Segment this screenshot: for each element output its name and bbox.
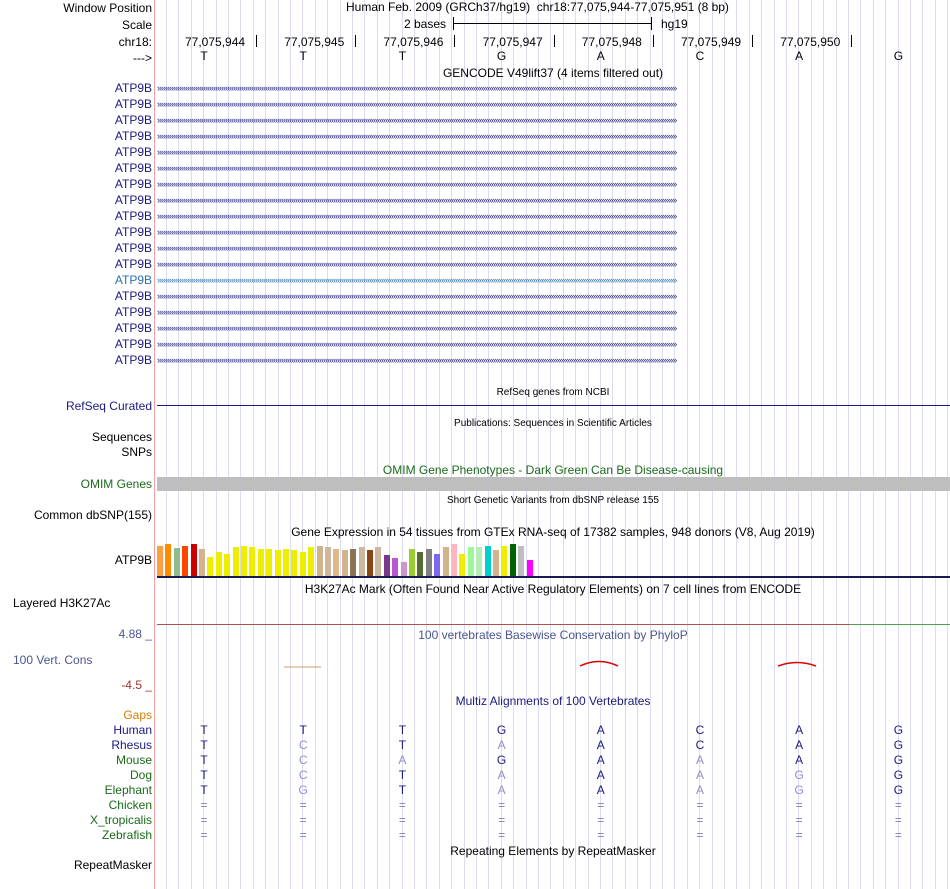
aligned-base: A: [695, 783, 704, 797]
scale-bar-left-cap: [453, 17, 454, 30]
gtex-tissue-bar[interactable]: [459, 554, 465, 576]
assembly-text: [346, 0, 729, 14]
publications-title: Publications: Sequences in Scientific Articles: [454, 418, 652, 429]
aligned-base: A: [596, 753, 605, 767]
aligned-base: A: [497, 738, 506, 752]
gene-label[interactable]: ATP9B: [114, 129, 152, 143]
gene-label[interactable]: ATP9B: [114, 353, 152, 367]
sequence-base: T: [398, 49, 407, 63]
aligned-base: =: [597, 813, 605, 827]
gtex-tissue-bar[interactable]: [443, 547, 449, 576]
chrom-label: chr18:: [118, 35, 152, 49]
aligned-base: T: [398, 723, 407, 737]
gene-transcript[interactable]: ››››››››››››››››››››››››››››››››››››››››››››››››››››››››››››››››››››››››››››››››››››››››››››››››››››››››››››››››››››››››››››››››››››››››››››››››››››››››››››››››››››››››››››››››››››››››››››››››››››››››››››››››››››››››››››››››››››››››››››››››››››››››››››››››››››: [157, 244, 677, 253]
gtex-tissue-bar[interactable]: [224, 554, 230, 576]
gtex-tissue-bar[interactable]: [375, 547, 381, 576]
ruler-position: 77,075,947: [482, 35, 543, 49]
gene-transcript[interactable]: ››››››››››››››››››››››››››››››››››››››››››››››››››››››››››››››››››››››››››››››››››››››››››››››››››››››››››››››››››››››››››››››››››››››››››››››››››››››››››››››››››››››››››››››››››››››››››››››››››››››››››››››››››››››››››››››››››››››››››››››››››››››››››››››››››››: [157, 196, 677, 205]
aligned-base: C: [298, 753, 308, 767]
gtex-tissue-bar[interactable]: [333, 549, 339, 576]
gene-label[interactable]: ATP9B: [114, 225, 152, 239]
sequence-base: C: [695, 49, 705, 63]
gtex-tissue-bar[interactable]: [182, 546, 188, 576]
phylop-min-label: -4.5 _: [121, 678, 152, 692]
gene-label[interactable]: ATP9B: [114, 193, 152, 207]
aligned-base: A: [795, 753, 804, 767]
ruler-tick: [851, 35, 852, 47]
gtex-gene-line: [157, 576, 950, 578]
gene-transcript[interactable]: ››››››››››››››››››››››››››››››››››››››››››››››››››››››››››››››››››››››››››››››››››››››››››››››››››››››››››››››››››››››››››››››››››››››››››››››››››››››››››››››››››››››››››››››››››››››››››››››››››››››››››››››››››››››››››››››››››››››››››››››››››››››››››››››››››››: [157, 116, 677, 125]
aligned-base: =: [498, 813, 506, 827]
gene-transcript[interactable]: ››››››››››››››››››››››››››››››››››››››››››››››››››››››››››››››››››››››››››››››››››››››››››››››››››››››››››››››››››››››››››››››››››››››››››››››››››››››››››››››››››››››››››››››››››››››››››››››››››››››››››››››››››››››››››››››››››››››››››››››››››››››››››››››››››››: [157, 340, 677, 349]
gene-transcript[interactable]: ››››››››››››››››››››››››››››››››››››››››››››››››››››››››››››››››››››››››››››››››››››››››››››››››››››››››››››››››››››››››››››››››››››››››››››››››››››››››››››››››››››››››››››››››››››››››››››››››››››››››››››››››››››››››››››››››››››››››››››››››››››››››››››››››››››: [157, 100, 677, 109]
species-label[interactable]: Dog: [129, 768, 152, 782]
gtex-tissue-bar[interactable]: [510, 544, 516, 576]
gene-label[interactable]: ATP9B: [114, 161, 152, 175]
aligned-base: =: [398, 828, 406, 842]
species-label[interactable]: Mouse: [115, 753, 152, 767]
refseq-gene-line[interactable]: [157, 405, 950, 406]
ruler-position: 77,075,950: [780, 35, 841, 49]
gtex-tissue-bar[interactable]: [426, 549, 432, 576]
aligned-base: =: [795, 828, 803, 842]
aligned-base: T: [398, 738, 407, 752]
aligned-base: =: [498, 798, 506, 812]
gencode-title: GENCODE V49lift37 (4 items filtered out): [442, 66, 664, 80]
gaps-label: Gaps: [123, 708, 152, 722]
aligned-base: =: [696, 813, 704, 827]
gtex-tissue-bar[interactable]: [417, 552, 423, 576]
aligned-base: T: [200, 768, 208, 782]
aligned-base: T: [398, 783, 407, 797]
gene-transcript[interactable]: ››››››››››››››››››››››››››››››››››››››››››››››››››››››››››››››››››››››››››››››››››››››››››››››››››››››››››››››››››››››››››››››››››››››››››››››››››››››››››››››››››››››››››››››››››››››››››››››››››››››››››››››››››››››››››››››››››››››››››››››››››››››››››››››››››››: [157, 276, 677, 285]
gtex-tissue-bar[interactable]: [283, 549, 289, 576]
ruler-tick: [256, 35, 257, 47]
gene-transcript[interactable]: ››››››››››››››››››››››››››››››››››››››››››››››››››››››››››››››››››››››››››››››››››››››››››››››››››››››››››››››››››››››››››››››››››››››››››››››››››››››››››››››››››››››››››››››››››››››››››››››››››››››››››››››››››››››››››››››››››››››››››››››››››››››››››››››››››››: [157, 324, 677, 333]
sequence-base: G: [893, 49, 904, 63]
gtex-tissue-bar[interactable]: [350, 549, 356, 576]
snps-label[interactable]: SNPs: [121, 445, 152, 459]
gene-label[interactable]: ATP9B: [114, 241, 152, 255]
aligned-base: A: [398, 753, 407, 767]
aligned-base: G: [794, 783, 804, 797]
gene-transcript[interactable]: ››››››››››››››››››››››››››››››››››››››››››››››››››››››››››››››››››››››››››››››››››››››››››››››››››››››››››››››››››››››››››››››››››››››››››››››››››››››››››››››››››››››››››››››››››››››››››››››››››››››››››››››››››››››››››››››››››››››››››››››››››››››››››››››››››››: [157, 260, 677, 269]
gtex-tissue-bar[interactable]: [434, 554, 440, 576]
species-label[interactable]: Rhesus: [111, 738, 152, 752]
species-label[interactable]: X_tropicalis: [89, 813, 152, 827]
gtex-tissue-bar[interactable]: [451, 544, 457, 576]
gtex-label[interactable]: ATP9B: [114, 553, 152, 567]
gene-label[interactable]: ATP9B: [114, 113, 152, 127]
species-label[interactable]: Human: [113, 723, 152, 737]
gene-label[interactable]: ATP9B: [114, 177, 152, 191]
position-text: chr18:77,075,944-77,075,951 (8 bp): [536, 0, 729, 14]
aligned-base: =: [200, 798, 208, 812]
scale-text: 2 bases: [404, 17, 447, 31]
aligned-base: A: [596, 738, 605, 752]
aligned-base: A: [596, 723, 605, 737]
aligned-base: =: [200, 828, 208, 842]
gene-label[interactable]: ATP9B: [114, 209, 152, 223]
ruler-tick: [653, 35, 654, 47]
gtex-tissue-bar[interactable]: [216, 552, 222, 576]
aligned-base: =: [498, 828, 506, 842]
track-label-column[interactable]: [0, 0, 155, 889]
aligned-base: =: [299, 828, 307, 842]
ruler-tick: [554, 35, 555, 47]
aligned-base: G: [893, 783, 904, 797]
track-data-area[interactable]: [156, 0, 950, 889]
aligned-base: =: [795, 798, 803, 812]
gtex-tissue-bar[interactable]: [233, 547, 239, 576]
gtex-tissue-bar[interactable]: [485, 546, 491, 576]
gtex-tissue-bar[interactable]: [384, 555, 390, 576]
gtex-tissue-bar[interactable]: [518, 546, 524, 576]
scale-bar: [453, 23, 651, 24]
aligned-base: A: [596, 768, 605, 782]
species-label[interactable]: Chicken: [108, 798, 152, 812]
species-label[interactable]: Elephant: [104, 783, 152, 797]
scale-bar-right-cap: [651, 17, 652, 30]
gtex-tissue-bar[interactable]: [392, 558, 398, 576]
aligned-base: =: [398, 798, 406, 812]
gtex-tissue-bar[interactable]: [308, 547, 314, 576]
aligned-base: A: [795, 738, 804, 752]
refseq-title: RefSeq genes from NCBI: [496, 387, 610, 398]
assembly-name: Human Feb. 2009 (GRCh37/hg19): [346, 0, 531, 14]
sequence-base: A: [596, 49, 605, 63]
gtex-tissue-bar[interactable]: [275, 550, 281, 576]
aligned-base: =: [299, 813, 307, 827]
sequences-label[interactable]: Sequences: [91, 430, 152, 444]
aligned-base: T: [398, 768, 407, 782]
phylop-max-label: 4.88 _: [118, 627, 152, 641]
gtex-tissue-bar[interactable]: [165, 544, 171, 576]
aligned-base: =: [597, 798, 605, 812]
gtex-tissue-bar[interactable]: [476, 547, 482, 576]
gene-label[interactable]: ATP9B: [114, 273, 152, 287]
aligned-base: =: [894, 798, 902, 812]
gtex-tissue-bar[interactable]: [199, 549, 205, 576]
ruler-tick: [355, 35, 356, 47]
h3k27ac-signal: [157, 624, 850, 625]
gtex-tissue-bar[interactable]: [157, 546, 163, 576]
repeatmasker-label[interactable]: RepeatMasker: [73, 858, 152, 872]
aligned-base: G: [496, 753, 507, 767]
gtex-tissue-bar[interactable]: [300, 552, 306, 576]
omim-title: OMIM Gene Phenotypes - Dark Green Can Be Disease-causing: [382, 463, 724, 477]
gene-label[interactable]: ATP9B: [114, 145, 152, 159]
gtex-tissue-bar[interactable]: [317, 546, 323, 576]
aligned-base: T: [200, 738, 208, 752]
gtex-tissue-bar[interactable]: [249, 547, 255, 576]
aligned-base: =: [597, 828, 605, 842]
omim-label[interactable]: OMIM Genes: [80, 477, 152, 491]
sequence-base: T: [200, 49, 208, 63]
gtex-tissue-bar[interactable]: [207, 557, 213, 576]
repeatmasker-title: Repeating Elements by RepeatMasker: [450, 844, 656, 858]
aligned-base: G: [893, 753, 904, 767]
dbsnp-label[interactable]: Common dbSNP(155): [33, 508, 152, 522]
gtex-tissue-bar[interactable]: [527, 560, 533, 576]
aligned-base: G: [893, 738, 904, 752]
scale-label: Scale: [121, 18, 152, 32]
aligned-base: =: [894, 813, 902, 827]
gtex-title: Gene Expression in 54 tissues from GTEx RNA-seq of 17382 samples, 948 donors (V8, Aug 2019): [291, 525, 815, 539]
gtex-tissue-bar[interactable]: [191, 544, 197, 576]
window-position-label: Window Position: [63, 1, 152, 15]
aligned-base: C: [695, 723, 705, 737]
gtex-tissue-bar[interactable]: [493, 550, 499, 576]
gtex-tissue-bar[interactable]: [291, 550, 297, 576]
gene-label[interactable]: ATP9B: [114, 81, 152, 95]
ruler-position: 77,075,949: [681, 35, 742, 49]
gtex-tissue-bar[interactable]: [342, 550, 348, 576]
gene-label[interactable]: ATP9B: [114, 321, 152, 335]
phylop-graph[interactable]: [156, 655, 950, 675]
gene-transcript[interactable]: ››››››››››››››››››››››››››››››››››››››››››››››››››››››››››››››››››››››››››››››››››››››››››››››››››››››››››››››››››››››››››››››››››››››››››››››››››››››››››››››››››››››››››››››››››››››››››››››››››››››››››››››››››››››››››››››››››››››››››››››››››››››››››››››››››››: [157, 132, 677, 141]
phylop-label[interactable]: 100 Vert. Cons: [13, 653, 93, 667]
gene-label[interactable]: ATP9B: [114, 97, 152, 111]
gene-transcript[interactable]: ››››››››››››››››››››››››››››››››››››››››››››››››››››››››››››››››››››››››››››››››››››››››››››››››››››››››››››››››››››››››››››››››››››››››››››››››››››››››››››››››››››››››››››››››››››››››››››››››››››››››››››››››››››››››››››››››››››››››››››››››››››››››››››››››››››: [157, 212, 677, 221]
aligned-base: G: [893, 723, 904, 737]
h3k27ac-signal-2: [850, 624, 950, 625]
species-label[interactable]: Zebrafish: [101, 828, 152, 842]
gene-transcript[interactable]: ››››››››››››››››››››››››››››››››››››››››››››››››››››››››››››››››››››››››››››››››››››››››››››››››››››››››››››››››››››››››››››››››››››››››››››››››››››››››››››››››››››››››››››››››››››››››››››››››››››››››››››››››››››››››››››››››››››››››››››››››››››››››››››››››››››: [157, 180, 677, 189]
aligned-base: A: [795, 723, 804, 737]
gtex-tissue-bar[interactable]: [325, 547, 331, 576]
gtex-tissue-bar[interactable]: [409, 549, 415, 576]
aligned-base: G: [794, 768, 804, 782]
aligned-base: G: [496, 723, 507, 737]
aligned-base: C: [298, 768, 308, 782]
aligned-base: A: [695, 768, 704, 782]
aligned-base: =: [398, 813, 406, 827]
gene-transcript[interactable]: ››››››››››››››››››››››››››››››››››››››››››››››››››››››››››››››››››››››››››››››››››››››››››››››››››››››››››››››››››››››››››››››››››››››››››››››››››››››››››››››››››››››››››››››››››››››››››››››››››››››››››››››››››››››››››››››››››››››››››››››››››››››››››››››››››››: [157, 308, 677, 317]
gtex-tissue-bar[interactable]: [401, 562, 407, 576]
ruler-tick: [752, 35, 753, 47]
gtex-tissue-bar[interactable]: [258, 549, 264, 576]
sequence-base: G: [496, 49, 507, 63]
refseq-label[interactable]: RefSeq Curated: [65, 399, 152, 413]
h3k27ac-title: H3K27Ac Mark (Often Found Near Active Regulatory Elements) on 7 cell lines from ENCODE: [304, 582, 802, 596]
ruler-tick: [454, 35, 455, 47]
gene-transcript[interactable]: ››››››››››››››››››››››››››››››››››››››››››››››››››››››››››››››››››››››››››››››››››››››››››››››››››››››››››››››››››››››››››››››››››››››››››››››››››››››››››››››››››››››››››››››››››››››››››››››››››››››››››››››››››››››››››››››››››››››››››››››››››››››››››››››››››››: [157, 292, 677, 301]
db-text: hg19: [661, 17, 688, 31]
gtex-tissue-bar[interactable]: [241, 546, 247, 576]
multiz-title: Multiz Alignments of 100 Vertebrates: [455, 694, 651, 708]
ruler-position: 77,075,945: [284, 35, 345, 49]
gene-transcript[interactable]: ››››››››››››››››››››››››››››››››››››››››››››››››››››››››››››››››››››››››››››››››››››››››››››››››››››››››››››››››››››››››››››››››››››››››››››››››››››››››››››››››››››››››››››››››››››››››››››››››››››››››››››››››››››››››››››››››››››››››››››››››››››››››››››››››››››: [157, 148, 677, 157]
gtex-tissue-bar[interactable]: [174, 548, 180, 576]
aligned-base: A: [695, 753, 704, 767]
gene-label[interactable]: ATP9B: [114, 337, 152, 351]
aligned-base: T: [299, 723, 307, 737]
dbsnp-title: Short Genetic Variants from dbSNP release 155: [447, 495, 659, 506]
aligned-base: =: [299, 798, 307, 812]
aligned-base: A: [596, 783, 605, 797]
gtex-tissue-bar[interactable]: [359, 547, 365, 576]
sequence-base: T: [299, 49, 307, 63]
aligned-base: A: [497, 783, 506, 797]
gene-transcript[interactable]: ››››››››››››››››››››››››››››››››››››››››››››››››››››››››››››››››››››››››››››››››››››››››››››››››››››››››››››››››››››››››››››››››››››››››››››››››››››››››››››››››››››››››››››››››››››››››››››››››››››››››››››››››››››››››››››››››››››››››››››››››››››››››››››››››››››: [157, 228, 677, 237]
gene-label[interactable]: ATP9B: [114, 257, 152, 271]
gtex-tissue-bar[interactable]: [367, 550, 373, 576]
aligned-base: A: [497, 768, 506, 782]
aligned-base: G: [893, 768, 904, 782]
phylop-title: 100 vertebrates Basewise Conservation by PhyloP: [418, 628, 688, 642]
sequence-base: A: [795, 49, 804, 63]
gene-transcript[interactable]: ››››››››››››››››››››››››››››››››››››››››››››››››››››››››››››››››››››››››››››››››››››››››››››››››››››››››››››››››››››››››››››››››››››››››››››››››››››››››››››››››››››››››››››››››››››››››››››››››››››››››››››››››››››››››››››››››››››››››››››››››››››››››››››››››››››: [157, 356, 677, 365]
gtex-tissue-bar[interactable]: [266, 549, 272, 576]
aligned-base: T: [200, 723, 208, 737]
aligned-base: C: [298, 738, 308, 752]
aligned-base: =: [696, 828, 704, 842]
aligned-base: =: [894, 828, 902, 842]
gene-transcript[interactable]: ››››››››››››››››››››››››››››››››››››››››››››››››››››››››››››››››››››››››››››››››››››››››››››››››››››››››››››››››››››››››››››››››››››››››››››››››››››››››››››››››››››››››››››››››››››››››››››››››››››››››››››››››››››››››››››››››››››››››››››››››››››››››››››››››››››: [157, 164, 677, 173]
gtex-tissue-bar[interactable]: [468, 547, 474, 576]
gtex-tissue-bar[interactable]: [501, 546, 507, 576]
gene-label[interactable]: ATP9B: [114, 289, 152, 303]
aligned-base: =: [200, 813, 208, 827]
h3k27ac-label[interactable]: Layered H3K27Ac: [13, 596, 111, 610]
aligned-base: T: [200, 783, 208, 797]
ruler-position: 77,075,948: [581, 35, 642, 49]
ruler-position: 77,075,946: [383, 35, 444, 49]
aligned-base: =: [795, 813, 803, 827]
ruler-position: 77,075,944: [185, 35, 246, 49]
label-separator: [154, 0, 155, 889]
strand-label: --->: [133, 51, 152, 65]
gene-transcript[interactable]: ››››››››››››››››››››››››››››››››››››››››››››››››››››››››››››››››››››››››››››››››››››››››››››››››››››››››››››››››››››››››››››››››››››››››››››››››››››››››››››››››››››››››››››››››››››››››››››››››››››››››››››››››››››››››››››››››››››››››››››››››››››››››››››››››››››: [157, 84, 677, 93]
omim-gene-bar[interactable]: [157, 477, 950, 491]
gene-label[interactable]: ATP9B: [114, 305, 152, 319]
aligned-base: =: [696, 798, 704, 812]
aligned-base: C: [695, 738, 705, 752]
aligned-base: T: [200, 753, 208, 767]
aligned-base: G: [298, 783, 308, 797]
